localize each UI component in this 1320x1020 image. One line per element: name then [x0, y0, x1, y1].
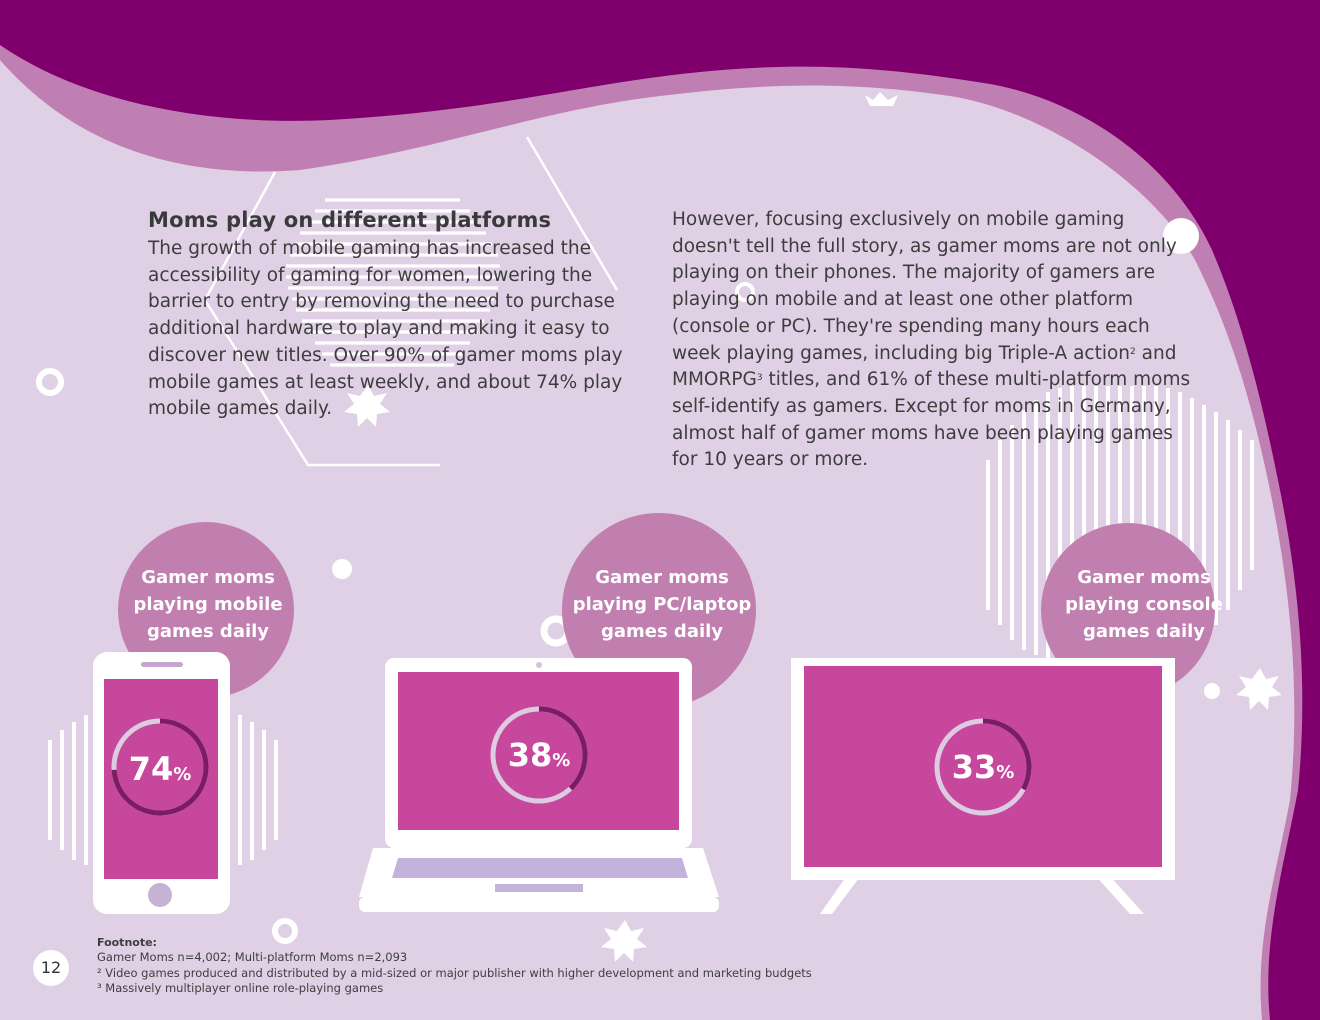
console-percentage: [933, 748, 1033, 786]
pc-percentage-unit: %: [552, 750, 571, 771]
right-paragraph-part2: and MMORPG: [672, 342, 1177, 391]
right-paragraph: [672, 207, 1192, 474]
mobile-percentage: [110, 750, 210, 788]
mobile-label: Gamer moms playing mobile games daily: [133, 567, 283, 642]
footnote-line: Gamer Moms n=4,002; Multi-platform Moms n=2,093: [97, 950, 408, 965]
footnote-ref-3: 3: [756, 373, 763, 384]
footnote: [97, 935, 812, 996]
console-percentage-unit: %: [996, 762, 1015, 783]
laptop-device: [359, 658, 719, 912]
tv-device: [791, 658, 1175, 914]
footnote-line: ³ Massively multiplayer online role-playing games: [97, 980, 384, 995]
section-heading: Moms play on different platforms: [148, 208, 552, 232]
pc-percentage-value: 38: [507, 736, 553, 774]
left-paragraph: The growth of mobile gaming has increased the accessibility of gaming for women, lowering the barrier to entry by removing the need to purchase additional hardware to play and making it easy to discover new titles. Over 90% of gamer moms play mobile games at least weekly, and about 74% play mobile games daily.: [148, 238, 623, 420]
console-label: Gamer moms playing console games daily: [1065, 567, 1223, 642]
pc-label: Gamer moms playing PC/laptop games daily: [572, 567, 752, 642]
footnote-heading: Footnote:: [97, 936, 157, 949]
page-number: 12: [33, 950, 69, 986]
right-paragraph-part3: titles, and 61% of these multi-platform moms self-identify as gamers. Except for moms in Germany, almost half of gamer moms have been playing games for 10 years or more.: [672, 369, 1191, 471]
console-percentage-value: 33: [951, 748, 997, 786]
footnote-line: ² Video games produced and distributed by a mid-sized or major publisher with higher development and marketing budgets: [97, 965, 812, 980]
mobile-percentage-value: 74: [128, 750, 174, 788]
pc-percentage: [489, 736, 589, 774]
mobile-percentage-unit: %: [173, 764, 192, 785]
footnote-ref-2: 2: [1130, 346, 1136, 357]
right-paragraph-part1: However, focusing exclusively on mobile gaming doesn't tell the full story, as gamer moms are not only playing on their phones. The majority of gamers are playing on mobile and at least one other platform (console or PC). They're spending many hours each week playing games, including big Triple-A action: [672, 209, 1177, 364]
